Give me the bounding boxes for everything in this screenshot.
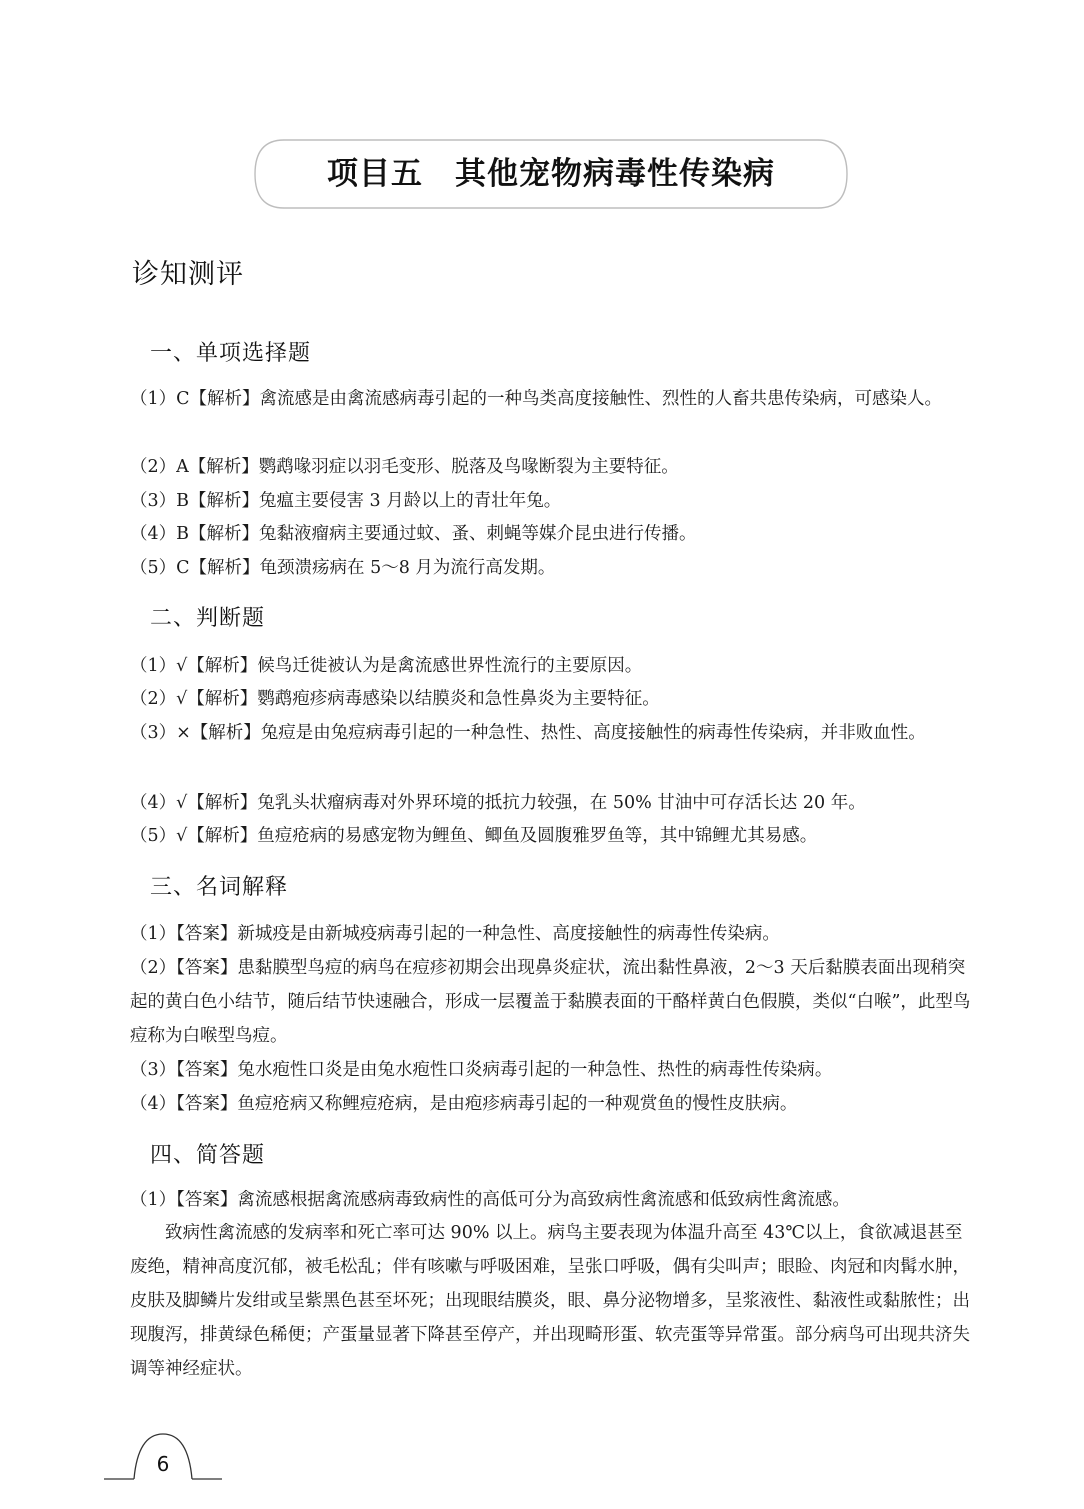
answer-item: （4）【答案】鱼痘疮病又称鲤痘疮病，是由疱疹病毒引起的一种观赏鱼的慢性皮肤病。 xyxy=(130,1094,798,1114)
answer-item: （1）【答案】禽流感根据禽流感病毒致病性的高低可分为高致病性禽流感和低致病性禽流感。 xyxy=(130,1190,850,1210)
answer-item: （1）【答案】新城疫是由新城疫病毒引起的一种急性、高度接触性的病毒性传染病。 xyxy=(130,924,780,944)
answer-item: （3）【答案】兔水疱性口炎是由兔水疱性口炎病毒引起的一种急性、热性的病毒性传染病。 xyxy=(130,1060,833,1080)
answer-item: （5）√【解析】鱼痘疮病的易感宠物为鲤鱼、鲫鱼及圆腹雅罗鱼等，其中锦鲤尤其易感。 xyxy=(130,826,818,846)
answer-item: （2）√【解析】鹦鹉疱疹病毒感染以结膜炎和急性鼻炎为主要特征。 xyxy=(130,689,660,709)
answer-item: （5）C【解析】龟颈溃疡病在 5～8 月为流行高发期。 xyxy=(130,558,556,578)
heading-short-answer: 四、简答题 xyxy=(150,1143,266,1168)
answer-item: （4）B【解析】兔黏液瘤病主要通过蚊、蚤、刺蝇等媒介昆虫进行传播。 xyxy=(130,524,697,544)
answer-item: （1）C【解析】禽流感是由禽流感病毒引起的一种鸟类高度接触性、烈性的人畜共患传染病，可感染人。 xyxy=(130,389,943,409)
answer-item: （3）B【解析】兔瘟主要侵害 3 月龄以上的青壮年兔。 xyxy=(130,491,562,511)
answer-paragraph: 致病性禽流感的发病率和死亡率可达 90% 以上。病鸟主要表现为体温升高至 43℃以上，食欲减退甚至废绝，精神高度沉郁，被毛松乱；伴有咳嗽与呼吸困难，呈张口呼吸，偶有尖叫声；眼睑、肉冠和肉髯水肿，皮肤及脚鳞片发绀或呈紫黑色甚至坏死；出现眼结膜炎，眼、鼻分泌物增多，呈浆液性、黏液性或黏脓性；出现腹泻，排黄绿色稀便；产蛋量显著下降甚至停产，并出现畸形蛋、软壳蛋等异常蛋。部分病鸟可出现共济失调等神经症状。 xyxy=(130,1223,970,1379)
answer-item: （1）√【解析】候鸟迁徙被认为是禽流感世界性流行的主要原因。 xyxy=(130,656,643,676)
answer-item: （2）【答案】患黏膜型鸟痘的病鸟在痘疹初期会出现鼻炎症状，流出黏性鼻液，2～3 天后黏膜表面出现稍突起的黄白色小结节，随后结节快速融合，形成一层覆盖于黏膜表面的干酪样黄白色假膜，类似“白喉”，此型鸟痘称为白喉型鸟痘。 xyxy=(130,958,971,1046)
answer-item: （2）A【解析】鹦鹉喙羽症以羽毛变形、脱落及鸟喙断裂为主要特征。 xyxy=(130,457,679,477)
page-number: 6 xyxy=(156,1452,170,1476)
answer-item: （3）×【解析】兔痘是由兔痘病毒引起的一种急性、热性、高度接触性的病毒性传染病，并非败血性。 xyxy=(130,723,926,743)
section-title: 诊知测评 xyxy=(132,259,244,290)
chapter-title-banner xyxy=(254,139,848,209)
heading-single-choice: 一、单项选择题 xyxy=(150,341,312,366)
heading-term-definitions: 三、名词解释 xyxy=(150,875,289,900)
page-number-footer xyxy=(104,1430,222,1486)
heading-true-false: 二、判断题 xyxy=(150,606,266,631)
answer-item: （4）√【解析】兔乳头状瘤病毒对外界环境的抵抗力较强，在 50% 甘油中可存活长达 20 年。 xyxy=(130,793,866,813)
chapter-title: 项目五 其他宠物病毒性传染病 xyxy=(327,156,775,192)
